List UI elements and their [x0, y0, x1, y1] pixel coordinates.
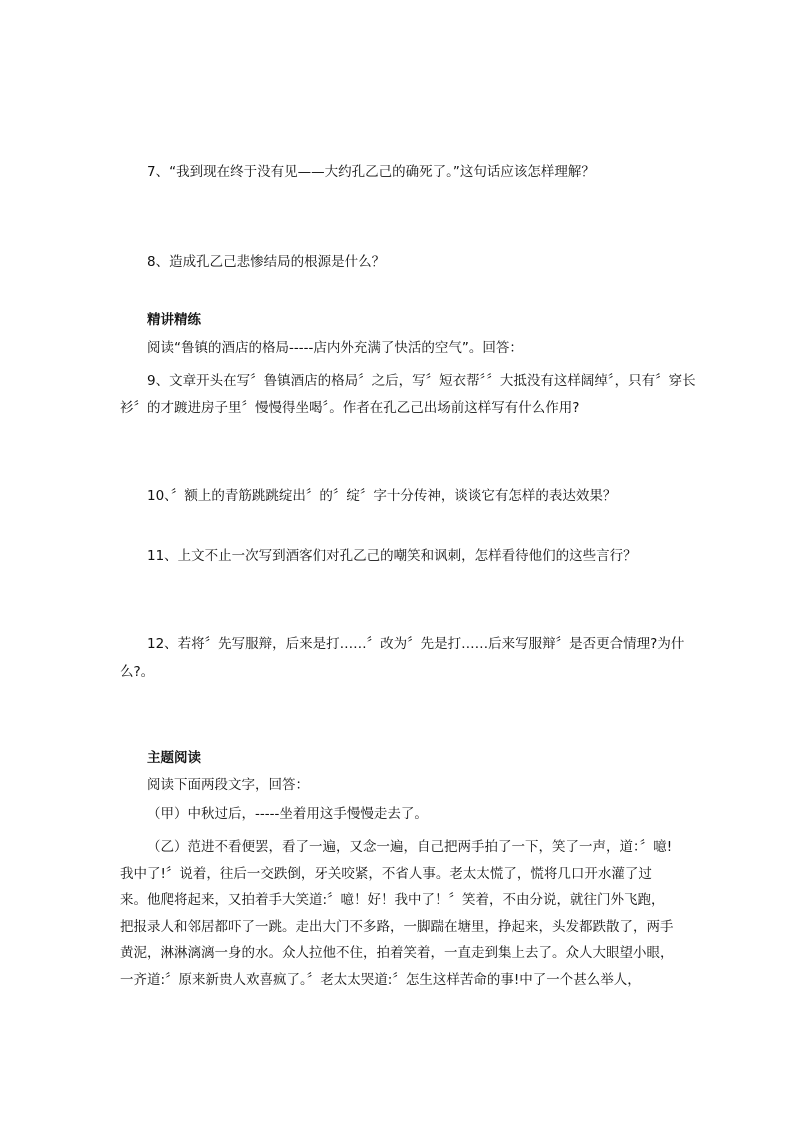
- question-7: 7、“我到现在终于没有见——大约孔乙己的确死了。”这句话应该怎样理解？: [147, 164, 595, 180]
- question-10: 10、〞额上的青筋跳跳绽出〞的〞绽〞字十分传神，谈谈它有怎样的表达效果？: [147, 488, 617, 504]
- passage-part-b: （乙）范进不看便罢，看了一遍，又念一遍，自己把两手拍了一下，笑了一声，道：〞噫!我中了!〞说着，往后一交跌倒，牙关咬紧，不省人事。老太太慌了，慌将几口开水灌了过来。他爬将起来，又拍着手大笑道:〞噫！好！我中了！〞笑着，不由分说，就往门外飞跑，把报录人和邻居都吓了一跳。走出大门不多路，一脚踹在塘里，挣起来，头发都跌散了，两手黄泥，淋淋漓漓一身的水。众人拉他不住，拍着笑着，一直走到集上去了。众人大眼望小眼，一齐道:〞原来新贵人欢喜疯了。〞老太太哭道:〞怎生这样苦命的事!中了一个甚么举人，: [120, 839, 674, 988]
- question-11: 11、上文不止一次写到酒客们对孔乙己的嘲笑和讽刺，怎样看待他们的这些言行？: [147, 548, 637, 564]
- section-heading-practice: 精讲精练: [147, 312, 201, 328]
- question-9-line-2: 衫〞的才踱进房子里〞慢慢得坐喝〞。作者在孔乙己出场前这样写有什么作用?: [120, 400, 580, 416]
- passage-part-a: （甲）中秋过后，-----坐着用这手慢慢走去了。: [147, 806, 428, 822]
- theme-instruction: 阅读下面两段文字，回答：: [147, 777, 309, 793]
- question-12-line-1: 12、若将〞先写服辩，后来是打……〞改为〞先是打……后来写服辩〞是否更合情理?为什: [147, 636, 685, 652]
- question-8: 8、造成孔乙己悲惨结局的根源是什么？: [147, 254, 386, 270]
- question-12-line-2: 么?。: [120, 664, 155, 680]
- section-heading-theme: 主题阅读: [147, 750, 201, 766]
- question-9-line-1: 9、文章开头在写〞鲁镇酒店的格局〞之后，写〞短衣帮〞〞大抵没有这样阔绰〞，只有〞穿长: [147, 373, 696, 389]
- practice-instruction: 阅读“鲁镇的酒店的格局-----店内外充满了快活的空气”。回答：: [147, 340, 523, 356]
